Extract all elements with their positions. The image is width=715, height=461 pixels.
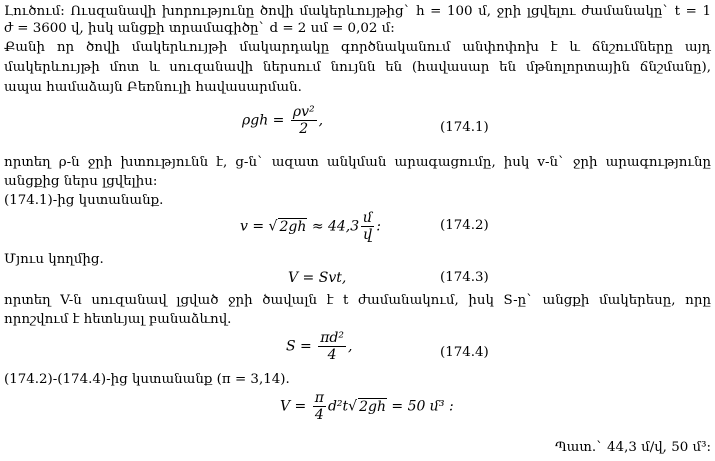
eq4-fraction (318, 330, 346, 363)
answer-line: Պատ.` 44,3 մ/վ, 50 մ³: (554, 440, 711, 455)
text-line-8: (174.1)-ից կստանանք. (4, 193, 164, 208)
equation-number-174-1: (174.1) (440, 120, 489, 135)
text-line-4: մակերևույթի մոտ և սուզանավի ներսում նույնն են (հավասար են մթնոլորտային ճնշմանը), (4, 60, 711, 75)
equation-final (280, 390, 454, 423)
text-line-2: ժ = 3600 վ, իսկ անցքի տրամագիծը` d = 2 սմ = 0,02 մ: (4, 21, 395, 36)
eq1-numerator: ρv² (292, 104, 315, 120)
eq4-numerator: πd² (320, 330, 345, 346)
eq2-unit-numerator: մ (363, 210, 373, 226)
equation-174-1 (242, 104, 323, 137)
eq2-tail: : (376, 218, 381, 235)
text-line-10: որտեղ V-ն սուզանավ լցված ջրի ծավալն է t ժամանակում, իսկ S-ը` անցքի մակերեսը, որը (4, 293, 711, 308)
equation-174-2 (240, 210, 381, 243)
text-line-9: Մյուս կողմից. (4, 252, 104, 267)
eq5-left: V = (280, 398, 307, 415)
text-line-12: (174.2)-(174.4)-ից կստանանք (π = 3,14). (4, 372, 290, 387)
eq2-unit-denominator: վ (363, 227, 373, 243)
equation-174-3: V = Svt, (288, 270, 347, 286)
eq4-tail: , (348, 338, 353, 355)
eq1-denominator: 2 (299, 121, 309, 137)
text-line-1: Լուծում: Ուսզանավի խորությունը ծովի մակերևույթից` h = 100 մ, ջրի լցվելու ժամանակը` t = 1 (4, 4, 711, 19)
eq4-denominator: 4 (327, 347, 337, 363)
eq2-left: v = √ (240, 218, 278, 235)
eq5-tail: = 50 մ³ : (391, 398, 454, 415)
eq4-left: S = (286, 338, 312, 355)
eq5-denominator: 4 (314, 407, 324, 423)
eq5-numerator: π (314, 390, 324, 406)
eq1-left: ρgh = (242, 112, 285, 129)
equation-number-174-2: (174.2) (440, 218, 489, 233)
equation-number-174-3: (174.3) (440, 270, 489, 285)
eq1-tail: , (318, 112, 324, 129)
eq5-radicand: 2gh (359, 398, 386, 415)
text-line-11: որոշվում է հետևյալ բանաձևով. (4, 312, 232, 327)
text-line-6: որտեղ ρ-ն ջրի խտությունն է, g-ն` ազատ անկման արագացումը, իսկ v-ն` ջրի արագությունը (4, 155, 711, 170)
equation-174-4 (286, 330, 352, 363)
text-line-7: անցքից ներս լցվելիս: (4, 174, 158, 189)
text-line-3: Քանի որ ծովի մակերևույթի մակարդակը գործնականում անփոփոխ է և ճնշումները այդ (4, 40, 711, 55)
equation-number-174-4: (174.4) (440, 345, 489, 360)
eq1-fraction (291, 104, 317, 137)
eq2-mid: ≈ 44,3 (311, 218, 360, 235)
eq5-fraction (313, 390, 326, 423)
eq5-mid: d²t√ (327, 398, 358, 415)
eq2-unit-fraction (361, 210, 374, 243)
eq2-radicand: 2gh (279, 218, 307, 235)
text-line-5: ապա համաձայն Բեռնուլի հավասարման. (4, 80, 302, 95)
